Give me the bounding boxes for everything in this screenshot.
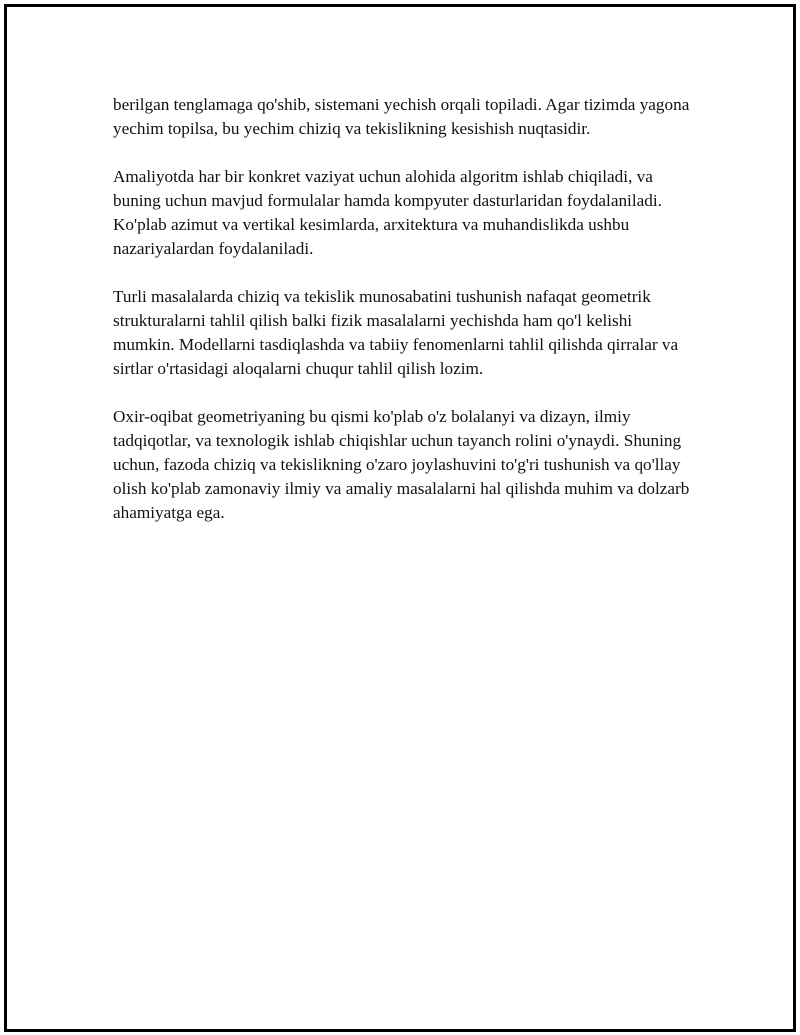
paragraph-1: berilgan tenglamaga qo'shib, sistemani yechish orqali topiladi. Agar tizimda yagona yechim topilsa, bu yechim chiziq va tekislikning kesishish nuqtasidir. [113,95,690,138]
document-body [113,93,693,549]
paragraph-4: Oxir-oqibat geometriyaning bu qismi ko'plab o'z bolalanyi va dizayn, ilmiy tadqiqotlar, va texnologik ishlab chiqishlar uchun tayanch rolini o'ynaydi. Shuning uchun, fazoda chiziq va tekislikning o'zaro joylashuvini to'g'ri tushunish va qo'llay olish ko'plab zamonaviy ilmiy va amaliy masalalarni hal qilishda muhim va dolzarb ahamiyatga ega. [113,407,690,522]
paragraph-3: Turli masalalarda chiziq va tekislik munosabatini tushunish nafaqat geometrik strukturalarni tahlil qilish balki fizik masalalarni yechishda ham qo'l kelishi mumkin. Modellarni tasdiqlashda va tabiiy fenomenlarni tahlil qilishda qirralar va sirtlar o'rtasidagi aloqalarni chuqur tahlil qilish lozim. [113,287,679,378]
paragraph-2: Amaliyotda har bir konkret vaziyat uchun alohida algoritm ishlab chiqiladi, va buning uchun mavjud formulalar hamda kompyuter dasturlaridan foydalaniladi. Ko'plab azimut va vertikal kesimlarda, arxitektura va muhandislikda ushbu nazariyalardan foydalaniladi. [113,167,662,258]
